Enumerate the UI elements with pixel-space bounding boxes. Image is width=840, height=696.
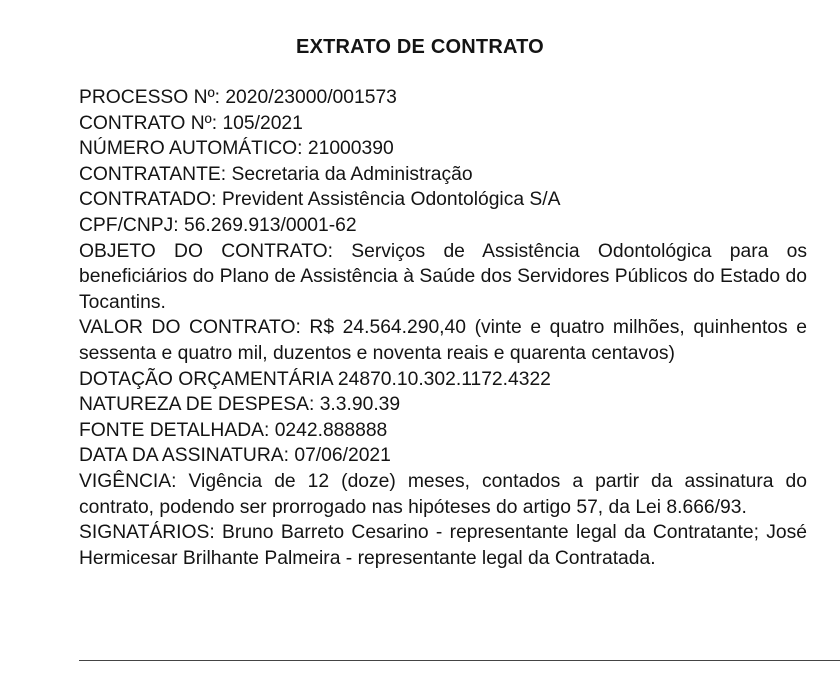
document-title: EXTRATO DE CONTRATO — [296, 36, 544, 58]
field-fonte: FONTE DETALHADA: 0242.888888 — [79, 419, 388, 441]
field-contratado: CONTRATADO: Prevident Assistência Odontológica S/A — [79, 189, 561, 211]
field-signatarios: SIGNATÁRIOS: Bruno Barreto Cesarino - representante legal da Contratante; José Hermicesar Brilhante Palmeira - representante legal da Contratada. — [79, 522, 807, 569]
field-numero-automatico: NÚMERO AUTOMÁTICO: 21000390 — [79, 138, 394, 160]
contract-extract-body — [79, 85, 807, 571]
field-dotacao: DOTAÇÃO ORÇAMENTÁRIA 24870.10.302.1172.4322 — [79, 368, 551, 390]
field-objeto: OBJETO DO CONTRATO: Serviços de Assistência Odontológica para os beneficiários do Plano de Assistência à Saúde dos Servidores Públicos do Estado do Tocantins. — [79, 240, 807, 313]
field-data-assinatura: DATA DA ASSINATURA: 07/06/2021 — [79, 445, 391, 467]
field-vigencia: VIGÊNCIA: Vigência de 12 (doze) meses, contados a partir da assinatura do contrato, podendo ser prorrogado nas hipóteses do artigo 57, da Lei 8.666/93. — [79, 470, 807, 518]
field-cpf-cnpj: CPF/CNPJ: 56.269.913/0001-62 — [79, 214, 357, 236]
field-valor: VALOR DO CONTRATO: R$ 24.564.290,40 (vinte e quatro milhões, quinhentos e sessenta e quatro mil, duzentos e noventa reais e quarenta centavos) — [79, 317, 807, 364]
field-natureza: NATUREZA DE DESPESA: 3.3.90.39 — [79, 394, 401, 416]
divider-line — [79, 660, 840, 661]
field-contratante: CONTRATANTE: Secretaria da Administração — [79, 163, 473, 185]
field-contrato: CONTRATO Nº: 105/2021 — [79, 112, 303, 134]
field-processo: PROCESSO Nº: 2020/23000/001573 — [79, 87, 397, 108]
